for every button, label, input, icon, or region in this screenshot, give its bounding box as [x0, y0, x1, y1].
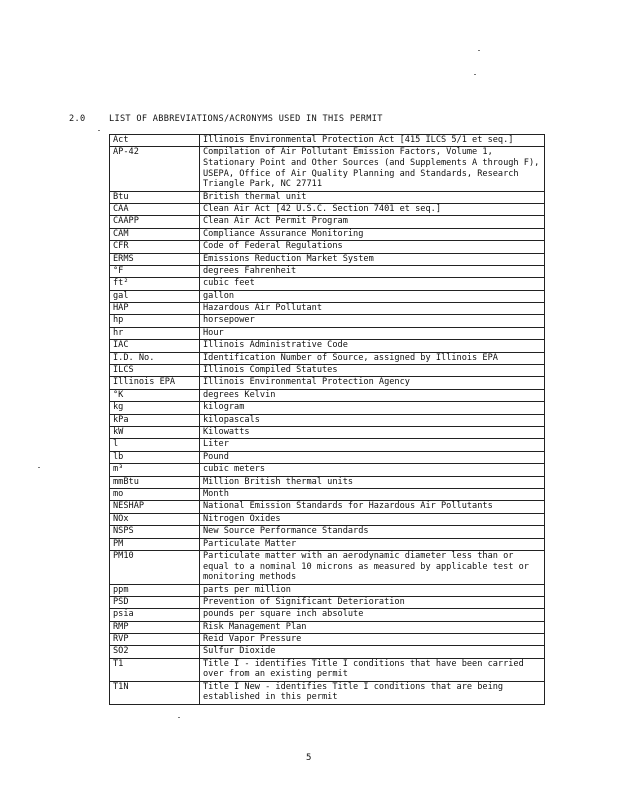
- definition-cell: Emissions Reduction Market System: [200, 253, 545, 265]
- table-row: [110, 476, 545, 488]
- definition-cell: gallon: [200, 290, 545, 302]
- abbreviation-cell: kg: [110, 402, 200, 414]
- table-row: [110, 241, 545, 253]
- abbreviation-cell: Btu: [110, 191, 200, 203]
- table-row: [110, 501, 545, 513]
- table-row: [110, 584, 545, 596]
- abbreviation-cell: hp: [110, 315, 200, 327]
- scan-speck: [38, 467, 40, 468]
- abbreviation-cell: ERMS: [110, 253, 200, 265]
- abbreviation-cell: Act: [110, 135, 200, 147]
- table-row: [110, 402, 545, 414]
- table-row: [110, 147, 545, 191]
- definition-cell: parts per million: [200, 584, 545, 596]
- definition-cell: cubic meters: [200, 464, 545, 476]
- scan-speck: [178, 717, 180, 718]
- table-row: [110, 191, 545, 203]
- abbreviation-cell: NESHAP: [110, 501, 200, 513]
- page-number: 5: [306, 753, 312, 763]
- scan-speck: [98, 130, 100, 131]
- table-row: [110, 634, 545, 646]
- abbreviation-cell: T1N: [110, 681, 200, 704]
- table-row: [110, 609, 545, 621]
- table-row: [110, 315, 545, 327]
- definition-cell: Illinois Environmental Protection Agency: [200, 377, 545, 389]
- table-row: [110, 646, 545, 658]
- table-row: [110, 681, 545, 704]
- definition-cell: British thermal unit: [200, 191, 545, 203]
- table-row: [110, 216, 545, 228]
- abbreviation-cell: ILCS: [110, 365, 200, 377]
- section-number: 2.0: [69, 114, 86, 124]
- table-row: [110, 352, 545, 364]
- definition-cell: cubic feet: [200, 278, 545, 290]
- abbreviation-cell: psia: [110, 609, 200, 621]
- scan-speck: [478, 50, 480, 51]
- abbreviation-cell: ft²: [110, 278, 200, 290]
- abbreviation-cell: l: [110, 439, 200, 451]
- definition-cell: National Emission Standards for Hazardous Air Pollutants: [200, 501, 545, 513]
- definition-cell: kilopascals: [200, 414, 545, 426]
- abbreviation-cell: hr: [110, 327, 200, 339]
- abbreviation-cell: CAAPP: [110, 216, 200, 228]
- definition-cell: Title I New - identifies Title I conditions that are being established in this permit: [200, 681, 545, 704]
- definition-cell: Illinois Administrative Code: [200, 340, 545, 352]
- definition-cell: Pound: [200, 451, 545, 463]
- table-row: [110, 377, 545, 389]
- abbreviations-table: [109, 134, 545, 705]
- table-row: [110, 414, 545, 426]
- abbreviation-cell: HAP: [110, 303, 200, 315]
- definition-cell: pounds per square inch absolute: [200, 609, 545, 621]
- abbreviation-cell: PM10: [110, 550, 200, 584]
- table-row: [110, 513, 545, 525]
- definition-cell: Identification Number of Source, assigned by Illinois EPA: [200, 352, 545, 364]
- table-row: [110, 303, 545, 315]
- scan-speck: [474, 74, 476, 75]
- definition-cell: Month: [200, 488, 545, 500]
- abbreviation-cell: kPa: [110, 414, 200, 426]
- table-row: [110, 290, 545, 302]
- table-row: [110, 451, 545, 463]
- definition-cell: Illinois Compiled Statutes: [200, 365, 545, 377]
- abbreviation-cell: gal: [110, 290, 200, 302]
- abbreviation-cell: SO2: [110, 646, 200, 658]
- definition-cell: Sulfur Dioxide: [200, 646, 545, 658]
- table-row: [110, 596, 545, 608]
- abbreviation-cell: AP-42: [110, 147, 200, 191]
- definition-cell: degrees Fahrenheit: [200, 265, 545, 277]
- definition-cell: Risk Management Plan: [200, 621, 545, 633]
- abbreviation-cell: NSPS: [110, 526, 200, 538]
- table-row: [110, 526, 545, 538]
- definition-cell: Nitrogen Oxides: [200, 513, 545, 525]
- abbreviation-cell: CAA: [110, 203, 200, 215]
- abbreviation-cell: IAC: [110, 340, 200, 352]
- table-row: [110, 658, 545, 681]
- definition-cell: Illinois Environmental Protection Act [415 ILCS 5/1 et seq.]: [200, 135, 545, 147]
- definition-cell: Clean Air Act [42 U.S.C. Section 7401 et seq.]: [200, 203, 545, 215]
- section-title: LIST OF ABBREVIATIONS/ACRONYMS USED IN THIS PERMIT: [109, 114, 383, 124]
- definition-cell: Clean Air Act Permit Program: [200, 216, 545, 228]
- abbreviation-cell: lb: [110, 451, 200, 463]
- table-row: [110, 427, 545, 439]
- table-row: [110, 228, 545, 240]
- table-row: [110, 538, 545, 550]
- definition-cell: Particulate Matter: [200, 538, 545, 550]
- abbreviation-cell: RMP: [110, 621, 200, 633]
- definition-cell: Hour: [200, 327, 545, 339]
- abbreviation-cell: kW: [110, 427, 200, 439]
- table-row: [110, 265, 545, 277]
- definition-cell: Million British thermal units: [200, 476, 545, 488]
- definition-cell: horsepower: [200, 315, 545, 327]
- abbreviation-cell: PSD: [110, 596, 200, 608]
- definition-cell: Liter: [200, 439, 545, 451]
- table-row: [110, 550, 545, 584]
- definition-cell: Particulate matter with an aerodynamic diameter less than or equal to a nominal 10 microns as measured by applicable test or monitoring methods: [200, 550, 545, 584]
- definition-cell: New Source Performance Standards: [200, 526, 545, 538]
- abbreviation-cell: T1: [110, 658, 200, 681]
- abbreviation-cell: NOx: [110, 513, 200, 525]
- table-row: [110, 203, 545, 215]
- table-row: [110, 135, 545, 147]
- definition-cell: Reid Vapor Pressure: [200, 634, 545, 646]
- definition-cell: degrees Kelvin: [200, 389, 545, 401]
- table-row: [110, 340, 545, 352]
- abbreviation-cell: °K: [110, 389, 200, 401]
- definition-cell: Hazardous Air Pollutant: [200, 303, 545, 315]
- table-row: [110, 327, 545, 339]
- definition-cell: Code of Federal Regulations: [200, 241, 545, 253]
- abbreviation-cell: CFR: [110, 241, 200, 253]
- table-row: [110, 278, 545, 290]
- abbreviation-cell: I.D. No.: [110, 352, 200, 364]
- abbreviation-cell: RVP: [110, 634, 200, 646]
- definition-cell: Kilowatts: [200, 427, 545, 439]
- abbreviation-cell: mo: [110, 488, 200, 500]
- abbreviation-cell: PM: [110, 538, 200, 550]
- definition-cell: Compliance Assurance Monitoring: [200, 228, 545, 240]
- abbreviation-cell: Illinois EPA: [110, 377, 200, 389]
- definition-cell: Prevention of Significant Deterioration: [200, 596, 545, 608]
- definition-cell: Title I - identifies Title I conditions that have been carried over from an existing permit: [200, 658, 545, 681]
- abbreviation-cell: mmBtu: [110, 476, 200, 488]
- table-row: [110, 621, 545, 633]
- table-row: [110, 389, 545, 401]
- abbreviation-cell: m³: [110, 464, 200, 476]
- table-row: [110, 488, 545, 500]
- definition-cell: Compilation of Air Pollutant Emission Factors, Volume 1, Stationary Point and Other Sources (and Supplements A through F), USEPA, Office of Air Quality Planning and Standards, Research Triangle Park, NC 27711: [200, 147, 545, 191]
- table-row: [110, 253, 545, 265]
- abbreviation-cell: ppm: [110, 584, 200, 596]
- definition-cell: kilogram: [200, 402, 545, 414]
- table-row: [110, 464, 545, 476]
- abbreviation-cell: CAM: [110, 228, 200, 240]
- section-heading: [69, 114, 383, 124]
- table-row: [110, 439, 545, 451]
- abbreviation-cell: °F: [110, 265, 200, 277]
- table-row: [110, 365, 545, 377]
